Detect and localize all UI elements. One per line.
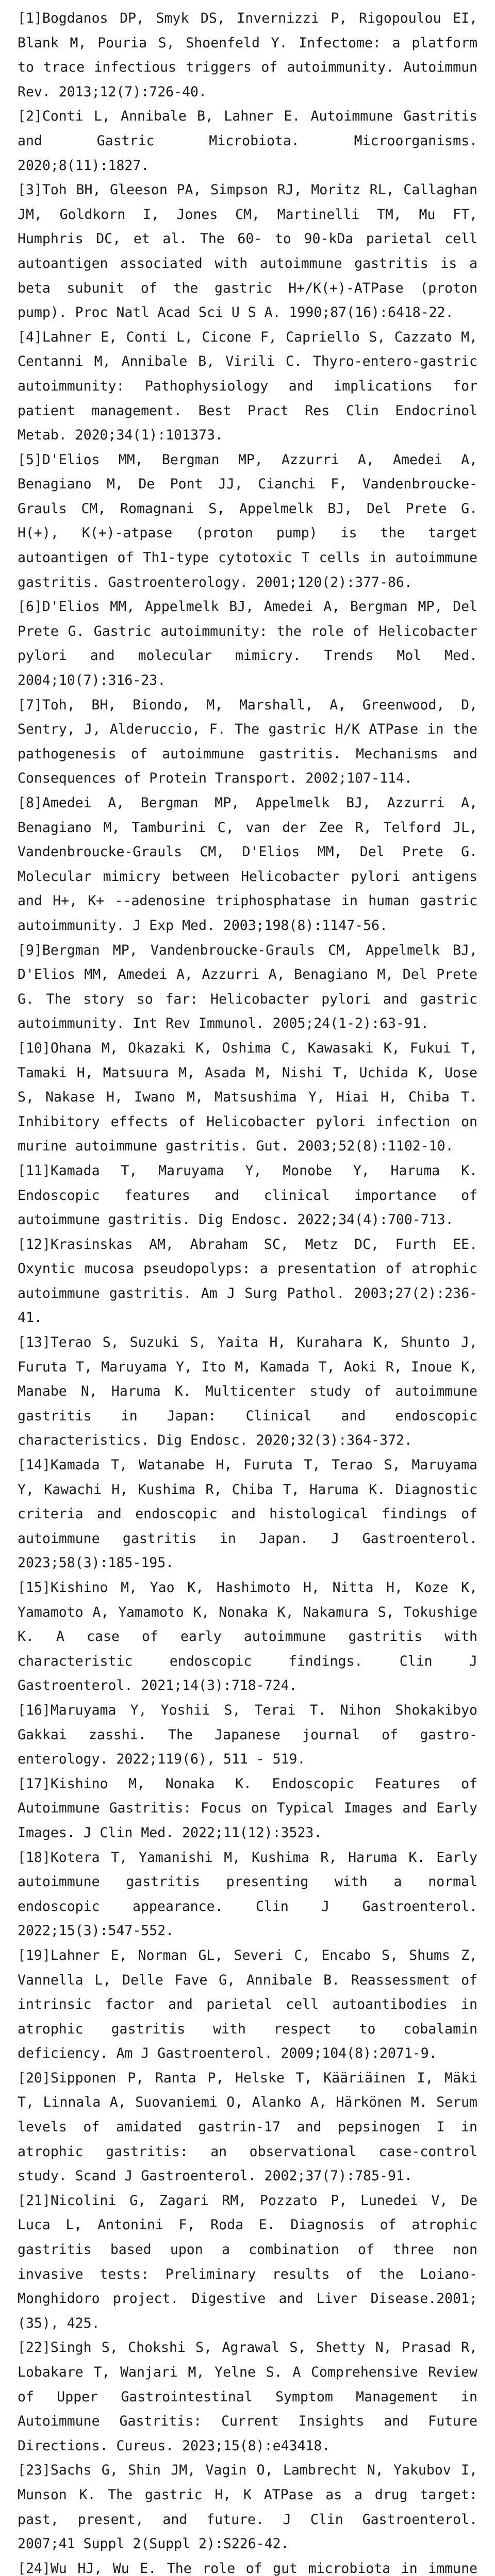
reference-item: [12]Krasinskas AM, Abraham SC, Metz DC, Furth EE. Oxyntic mucosa pseudopolyps: a presentation of atrophic autoimmune gastritis. Am J Surg Pathol. 2003;27(2):236-41. [18, 1236, 477, 1326]
reference-item: [18]Kotera T, Yamanishi M, Kushima R, Haruma K. Early autoimmune gastritis presenting with a normal endoscopic appearance. Clin J Gastroenterol. 2022;15(3):547-552. [18, 1849, 477, 1939]
reference-item: [13]Terao S, Suzuki S, Yaita H, Kurahara K, Shunto J, Furuta T, Maruyama Y, Ito M, Kamada T, Aoki R, Inoue K, Manabe N, Haruma K. Multicenter study of autoimmune gastritis in Japan: Clinical and endoscopic characteristics. Dig Endosc. 2020;32(3):364-372. [18, 1334, 477, 1449]
reference-item: [19]Lahner E, Norman GL, Severi C, Encabo S, Shums Z, Vannella L, Delle Fave G, Annibale B. Reassessment of intrinsic factor and parietal cell autoantibodies in atrophic gastritis with respect to cobalamin deficiency. Am J Gastroenterol. 2009;104(8):2071-9. [18, 1947, 477, 2062]
reference-item: [6]D'Elios MM, Appelmelk BJ, Amedei A, Bergman MP, Del Prete G. Gastric autoimmunity: the role of Helicobacter pylori and molecular mimicry. Trends Mol Med. 2004;10(7):316-23. [18, 599, 477, 689]
reference-item: [21]Nicolini G, Zagari RM, Pozzato P, Lunedei V, De Luca L, Antonini F, Roda E. Diagnosis of atrophic gastritis based upon a combination of three non invasive tests: Preliminary results of the Loiano-Monghidoro project. Digestive and Liver Disease.2001; (35), 425. [18, 2192, 477, 2331]
reference-item: [22]Singh S, Chokshi S, Agrawal S, Shetty N, Prasad R, Lobakare T, Wanjari M, Yelne S. A Comprehensive Review of Upper Gastrointestinal Symptom Management in Autoimmune Gastritis: Current Insights and Future Directions. Cureus. 2023;15(8):e43418. [18, 2340, 477, 2454]
reference-item: [16]Maruyama Y, Yoshii S, Terai T. Nihon Shokakibyo Gakkai zasshi. The Japanese journal of gastro-enterology. 2022;119(6), 511 - 519. [18, 1702, 477, 1768]
reference-item: [24]Wu HJ, Wu E. The role of gut microbiota in immune [18, 2560, 477, 2576]
reference-item: [15]Kishino M, Yao K, Hashimoto H, Nitta H, Koze K, Yamamoto A, Yamamoto K, Nonaka K, Nakamura S, Tokushige K. A case of early autoimmune gastritis with characteristic endoscopic findings. Clin J Gastroenterol. 2021;14(3):718-724. [18, 1580, 477, 1694]
reference-item: [4]Lahner E, Conti L, Cicone F, Capriello S, Cazzato M, Centanni M, Annibale B, Virili C. Thyro-entero-gastric autoimmunity: Pathophysiology and implications for patient management. Best Pract Res Clin Endocrinol Metab. 2020;34(1):101373. [18, 329, 477, 444]
reference-item: [17]Kishino M, Nonaka K. Endoscopic Features of Autoimmune Gastritis: Focus on Typical Images and Early Images. J Clin Med. 2022;11(12):3523. [18, 1775, 477, 1841]
reference-item: [3]Toh BH, Gleeson PA, Simpson RJ, Moritz RL, Callaghan JM, Goldkorn I, Jones CM, Martinelli TM, Mu FT, Humphris DC, et al. The 60- to 90-kDa parietal cell autoantigen associated with autoimmune gastritis is a beta subunit of the gastric H+/K(+)-ATPase (proton pump). Proc Natl Acad Sci U S A. 1990;87(16):6418-22. [18, 182, 477, 321]
reference-item: [10]Ohana M, Okazaki K, Oshima C, Kawasaki K, Fukui T, Tamaki H, Matsuura M, Asada M, Nishi T, Uchida K, Uose S, Nakase H, Iwano M, Matsushima Y, Hiai H, Chiba T. Inhibitory effects of Helicobacter pylori infection on murine autoimmune gastritis. Gut. 2003;52(8):1102-10. [18, 1040, 477, 1155]
reference-item: [7]Toh, BH, Biondo, M, Marshall, A, Greenwood, D, Sentry, J, Alderuccio, F. The gastric H/K ATPase in the pathogenesis of autoimmune gastritis. Mechanisms and Consequences of Protein Transport. 2002;107-114. [18, 697, 477, 787]
reference-item: [2]Conti L, Annibale B, Lahner E. Autoimmune Gastritis and Gastric Microbiota. Microorganisms. 2020;8(11):1827. [18, 108, 477, 174]
reference-item: [1]Bogdanos DP, Smyk DS, Invernizzi P, Rigopoulou EI, Blank M, Pouria S, Shoenfeld Y. Infectome: a platform to trace infectious triggers of autoimmunity. Autoimmun Rev. 2013;12(7):726-40. [18, 10, 477, 100]
reference-item: [20]Sipponen P, Ranta P, Helske T, Kääriäinen I, Mäki T, Linnala A, Suovaniemi O, Alanko A, Härkönen M. Serum levels of amidated gastrin-17 and pepsinogen I in atrophic gastritis: an observational case-control study. Scand J Gastroenterol. 2002;37(7):785-91. [18, 2070, 477, 2184]
reference-item: [11]Kamada T, Maruyama Y, Monobe Y, Haruma K. Endoscopic features and clinical importance of autoimmune gastritis. Dig Endosc. 2022;34(4):700-713. [18, 1162, 477, 1228]
reference-item: [8]Amedei A, Bergman MP, Appelmelk BJ, Azzurri A, Benagiano M, Tamburini C, van der Zee R, Telford JL, Vandenbroucke-Grauls CM, D'Elios MM, Del Prete G. Molecular mimicry between Helicobacter pylori antigens and H+, K+ --adenosine triphosphatase in human gastric autoimmunity. J Exp Med. 2003;198(8):1147-56. [18, 795, 477, 934]
reference-list [18, 6, 477, 2576]
reference-item: [9]Bergman MP, Vandenbroucke-Grauls CM, Appelmelk BJ, D'Elios MM, Amedei A, Azzurri A, Benagiano M, Del Prete G. The story so far: Helicobacter pylori and gastric autoimmunity. Int Rev Immunol. 2005;24(1-2):63-91. [18, 942, 477, 1032]
reference-item: [14]Kamada T, Watanabe H, Furuta T, Terao S, Maruyama Y, Kawachi H, Kushima R, Chiba T, Haruma K. Diagnostic criteria and endoscopic and histological findings of autoimmune gastritis in Japan. J Gastroenterol. 2023;58(3):185-195. [18, 1457, 477, 1571]
reference-item: [23]Sachs G, Shin JM, Vagin O, Lambrecht N, Yakubov I, Munson K. The gastric H, K ATPase as a drug target: past, present, and future. J Clin Gastroenterol. 2007;41 Suppl 2(Suppl 2):S226-42. [18, 2462, 477, 2552]
reference-item: [5]D'Elios MM, Bergman MP, Azzurri A, Amedei A, Benagiano M, De Pont JJ, Cianchi F, Vandenbroucke-Grauls CM, Romagnani S, Appelmelk BJ, Del Prete G. H(+), K(+)-atpase (proton pump) is the target autoantigen of Th1-type cytotoxic T cells in autoimmune gastritis. Gastroenterology. 2001;120(2):377-86. [18, 451, 477, 590]
